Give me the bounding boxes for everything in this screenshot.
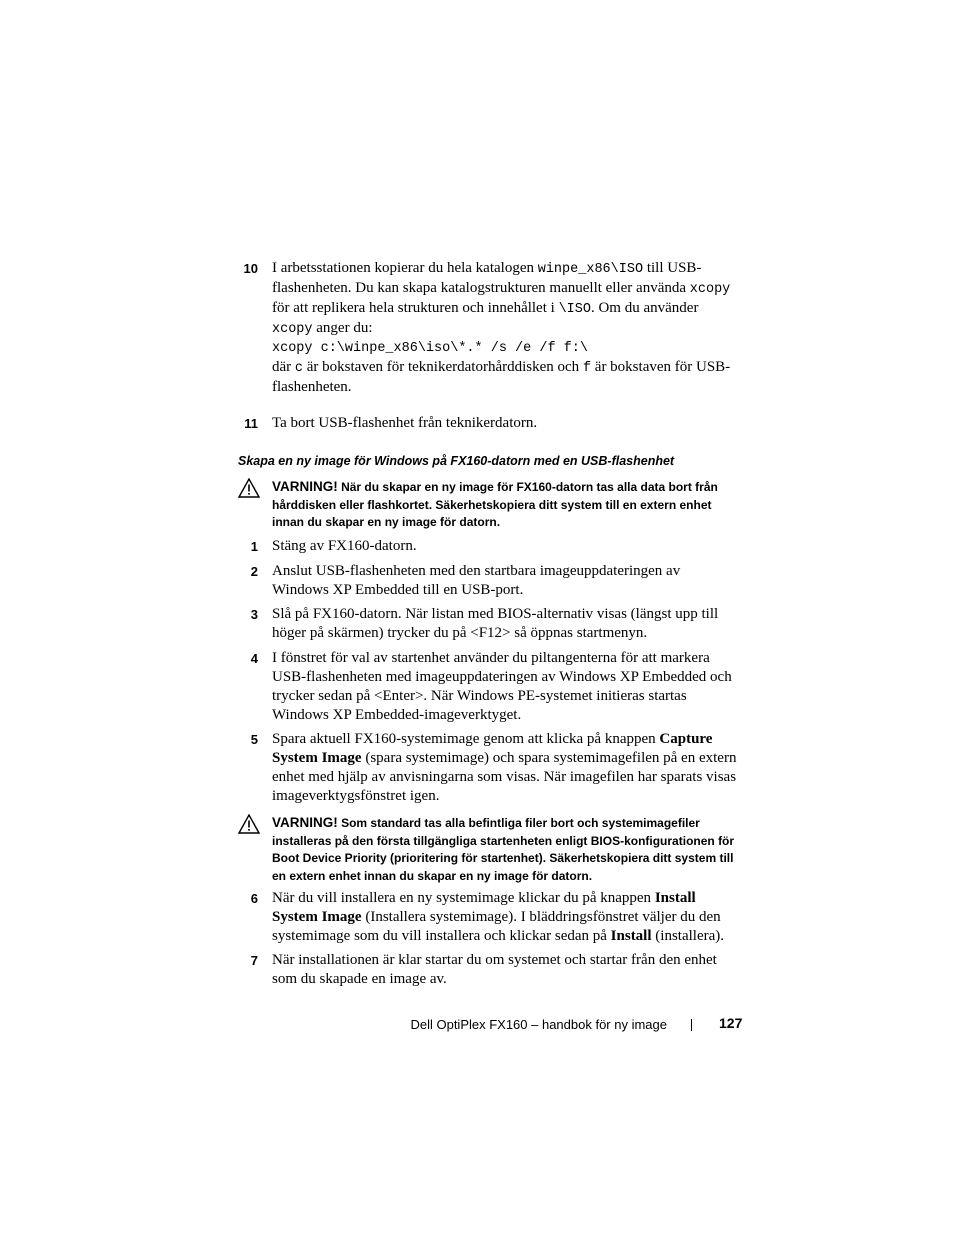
step-number: 3 xyxy=(250,607,258,622)
text-run: till USB-flashenheten. Du kan skapa katalogstrukturen manuellt eller använda xyxy=(272,260,702,296)
text-run: Som standard tas alla befintliga filer bort och systemimagefiler installeras på den första tillgängliga startenheten enligt BIOS-konfigurationen för Boot Device Priority (prioritering för startenhet). Säkerhetskopiera ditt system till en extern enhet innan du skapar en ny image för datorn. xyxy=(272,816,735,883)
step-number: 2 xyxy=(250,564,258,579)
step-body xyxy=(272,730,738,806)
step-number: 7 xyxy=(250,953,258,968)
footer-separator xyxy=(691,1019,692,1031)
step-number: 10 xyxy=(243,261,258,276)
code-command: xcopy xyxy=(689,282,731,297)
code-letter: c xyxy=(294,361,304,376)
step-number: 5 xyxy=(250,732,258,747)
warning-label: VARNING! xyxy=(272,815,338,830)
step-number: 1 xyxy=(250,539,258,554)
text-run: (spara systemimage) och spara systemimagefilen på en extern enhet med hjälp av anvisningarna som visas. När imagefilen har sparats visas imageverktygsfönstret igen. xyxy=(272,750,737,804)
text-run: I arbetsstationen kopierar du hela katalogen xyxy=(272,260,538,276)
text-run: anger du: xyxy=(312,320,373,336)
step-body xyxy=(272,889,738,946)
step-paragraph xyxy=(272,259,738,339)
step-body: Slå på FX160-datorn. När listan med BIOS-alternativ visas (längst upp till höger på skärmen) trycker du på <F12> så öppnas startmenyn. xyxy=(272,606,719,641)
text-run: När du vill installera en ny systemimage klickar du på knappen xyxy=(272,890,655,906)
warning-triangle-icon xyxy=(238,814,260,834)
section-heading: Skapa en ny image för Windows på FX160-datorn med en USB-flashenhet xyxy=(238,454,675,468)
code-letter: f xyxy=(582,361,592,376)
warning-triangle-icon xyxy=(238,478,260,498)
button-name-capture-system-image: Capture System Image xyxy=(272,731,713,766)
step-body: Anslut USB-flashenheten med den startbara imageuppdateringen av Windows XP Embedded till en USB-port. xyxy=(272,563,681,598)
step-body: I fönstret för val av startenhet använder du piltangenterna för att markera USB-flashenheten med imageuppdateringen av Windows XP Embedded och trycker sedan på <Enter>. När Windows PE-systemet initieras startas Windows XP Embedded-imageverktyget. xyxy=(272,650,732,723)
code-command: xcopy xyxy=(272,322,313,337)
text-run: där xyxy=(272,359,295,375)
text-run: (installera). xyxy=(651,928,724,944)
text-run: är bokstaven för USB-flashenheten. xyxy=(272,359,731,395)
page-number: 127 xyxy=(719,1015,743,1031)
text-run: Spara aktuell FX160-systemimage genom att klicka på knappen xyxy=(272,731,660,747)
command-example: xcopy c:\winpe_x86\iso\*.* /s /e /f f:\ xyxy=(272,341,588,356)
step-note xyxy=(272,358,738,397)
page-footer xyxy=(0,1014,954,1034)
code-path: \ISO xyxy=(558,302,591,317)
code-path: winpe_x86\ISO xyxy=(537,262,644,277)
text-run: (Installera systemimage). I bläddringsfönstret väljer du den systemimage som du vill installera och klickar sedan på xyxy=(272,909,721,944)
step-number: 11 xyxy=(244,416,258,431)
step-body xyxy=(272,259,738,397)
text-run: är bokstaven för teknikerdatorhårddisken och xyxy=(303,359,583,375)
step-body: Stäng av FX160-datorn. xyxy=(272,538,417,554)
text-run: När du skapar en ny image för FX160-datorn tas alla data bort från hårddisken eller flashkortet. Säkerhetskopiera ditt system till en extern enhet innan du skapar en ny image för datorn. xyxy=(272,480,718,529)
warning-text xyxy=(272,814,742,885)
warning-label: VARNING! xyxy=(272,479,338,494)
step-number: 4 xyxy=(250,651,258,666)
step-body: Ta bort USB-flashenhet från teknikerdatorn. xyxy=(272,415,538,431)
footer-title: Dell OptiPlex FX160 – handbok för ny image xyxy=(410,1017,667,1032)
button-name-install: Install xyxy=(610,928,652,944)
step-number: 6 xyxy=(250,891,258,906)
text-run: för att replikera hela strukturen och innehållet i xyxy=(272,300,559,316)
text-run: . Om du använder xyxy=(590,300,699,316)
warning-text xyxy=(272,478,742,532)
button-name-install-system-image: Install System Image xyxy=(272,890,696,925)
step-body: När installationen är klar startar du om systemet och startar från den enhet som du skapade en image av. xyxy=(272,952,717,987)
